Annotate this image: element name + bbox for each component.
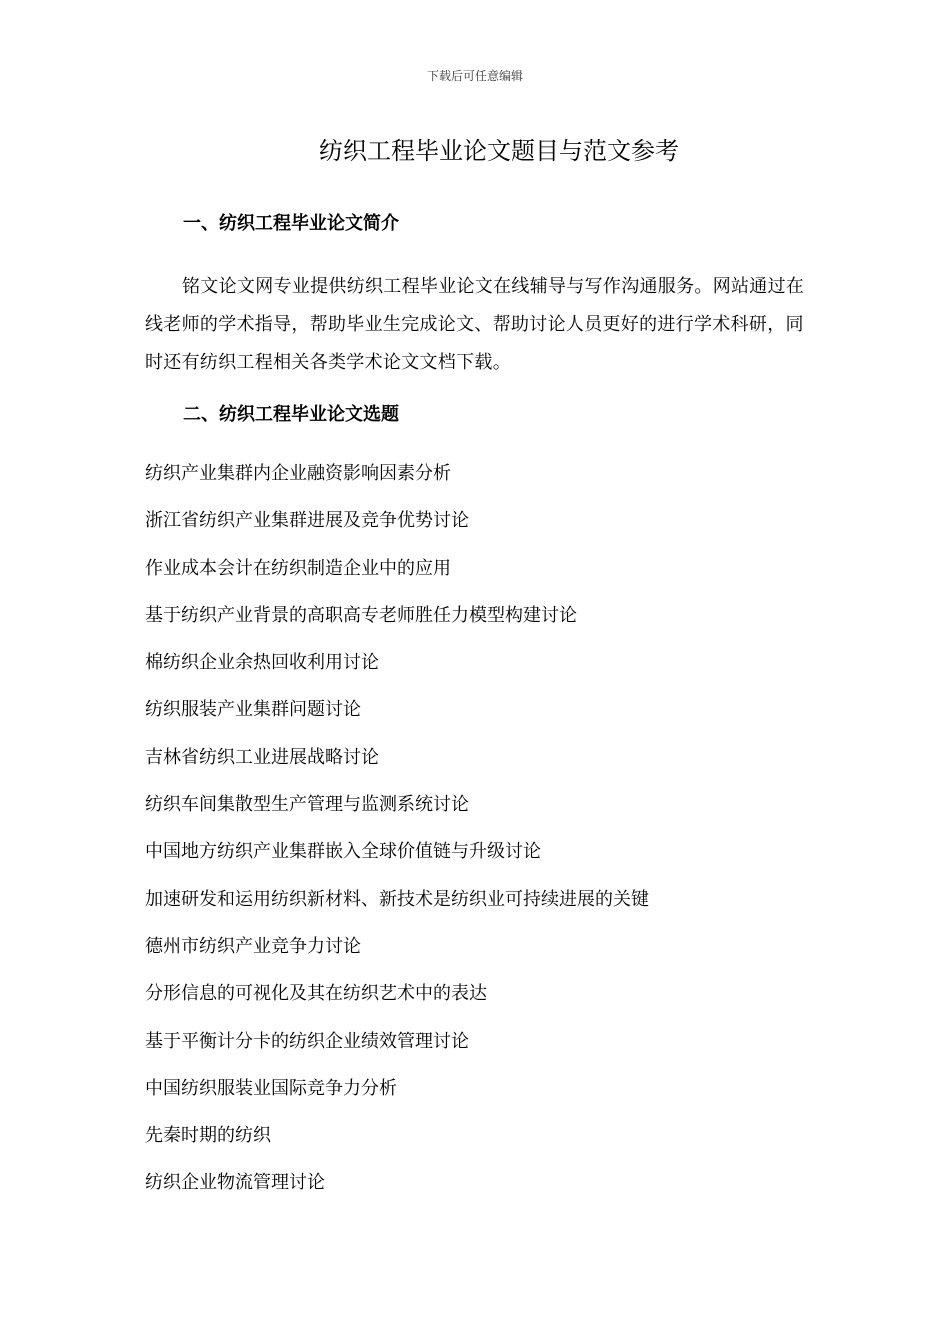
- list-item: 德州市纺织产业竞争力讨论: [145, 935, 361, 957]
- page-title: 纺织工程毕业论文题目与范文参考: [319, 137, 679, 165]
- list-item: 吉林省纺织工业进展战略讨论: [145, 746, 379, 768]
- list-item: 纺织服装产业集群问题讨论: [145, 699, 361, 721]
- topic-list: [145, 454, 805, 1211]
- list-item: 浙江省纺织产业集群进展及竞争优势讨论: [145, 510, 469, 532]
- list-item: 基于纺织产业背景的高职高专老师胜任力模型构建讨论: [145, 604, 577, 626]
- list-item: 中国纺织服装业国际竞争力分析: [145, 1077, 397, 1099]
- list-item: 纺织企业物流管理讨论: [145, 1172, 325, 1194]
- list-item: 基于平衡计分卡的纺织企业绩效管理讨论: [145, 1030, 469, 1052]
- list-item: 棉纺织企业余热回收利用讨论: [145, 652, 379, 674]
- list-item: 纺织产业集群内企业融资影响因素分析: [145, 463, 451, 484]
- section-heading-intro: 一、纺织工程毕业论文简介: [183, 213, 399, 234]
- list-item: 分形信息的可视化及其在纺织艺术中的表达: [145, 983, 487, 1005]
- list-item: 作业成本会计在纺织制造企业中的应用: [145, 557, 451, 579]
- header-note: 下载后可任意编辑: [426, 69, 523, 83]
- list-item: 先秦时期的纺织: [145, 1125, 271, 1147]
- intro-paragraph: 铭文论文网专业提供纺织工程毕业论文在线辅导与写作沟通服务。网站通过在线老师的学术指导，帮助毕业生完成论文、帮助讨论人员更好的进行学术科研，同时还有纺织工程相关各类学术论文文档下载。: [145, 276, 805, 373]
- section-heading-topics: 二、纺织工程毕业论文选题: [183, 404, 399, 425]
- list-item: 加速研发和运用纺织新材料、新技术是纺织业可持续进展的关键: [145, 888, 649, 910]
- list-item: 中国地方纺织产业集群嵌入全球价值链与升级讨论: [145, 841, 541, 863]
- list-item: 纺织车间集散型生产管理与监测系统讨论: [145, 794, 469, 816]
